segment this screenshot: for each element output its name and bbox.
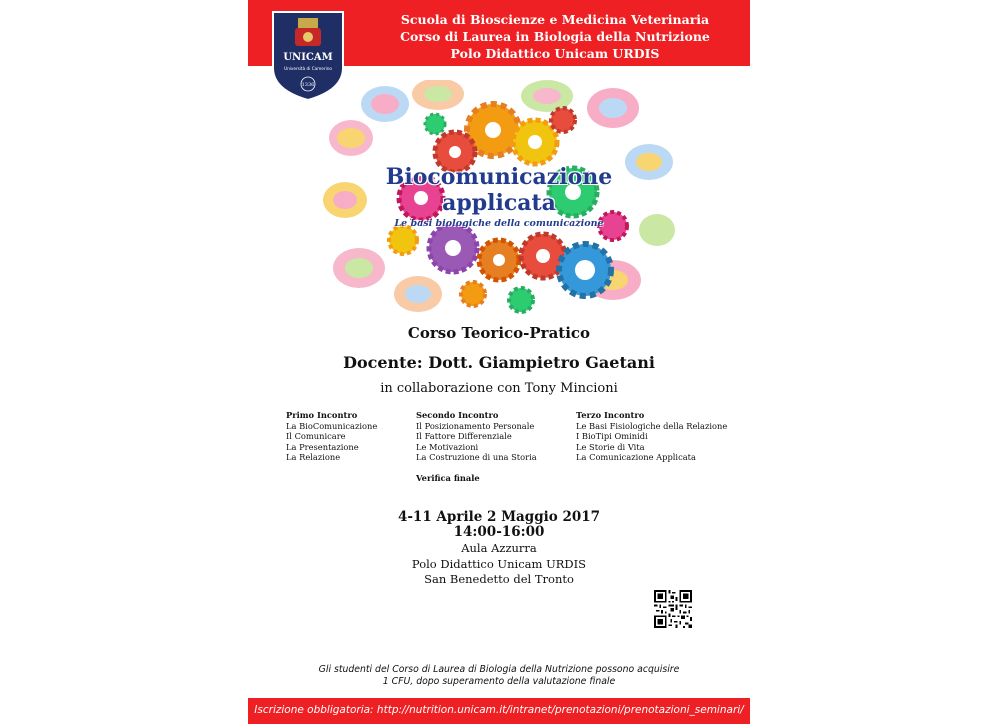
meeting-topic: Il Comunicare xyxy=(286,431,346,442)
degree-course: Corso di Laurea in Biologia della Nutrizione xyxy=(400,29,710,44)
logo-name: UNICAM xyxy=(283,52,333,63)
qr-code-icon[interactable] xyxy=(654,590,692,628)
teacher-name: Docente: Dott. Giampietro Gaetani xyxy=(343,353,655,372)
meeting-topic: La Relazione xyxy=(286,452,341,463)
school-name: Scuola di Bioscienze e Medicina Veterinaria xyxy=(400,12,710,27)
meeting-heading: Secondo Incontro xyxy=(416,410,499,420)
venue-name: Polo Didattico Unicam URDIS xyxy=(411,556,587,571)
cfu-note-line: Gli studenti del Corso di Laurea di Biologia della Nutrizione possono acquisire xyxy=(318,664,680,675)
course-type: Corso Teorico-Pratico xyxy=(407,324,591,342)
meeting-three xyxy=(576,410,727,463)
cfu-note-line: 1 CFU, dopo superamento della valutazione finale xyxy=(382,676,616,687)
schedule-dates-block xyxy=(248,510,750,540)
registration-link[interactable]: Iscrizione obbligatoria: http://nutrition.unicam.it/intranet/prenotazioni/prenotazioni_seminari/ xyxy=(254,704,744,716)
campus-name: Polo Didattico Unicam URDIS xyxy=(450,46,660,61)
poster xyxy=(248,0,750,724)
meeting-heading: Terzo Incontro xyxy=(576,410,645,420)
city-name: San Benedetto del Tronto xyxy=(424,572,574,586)
artwork-subtitle: Le basi biologiche della comunicazione xyxy=(394,218,604,229)
meeting-topic: La Comunicazione Applicata xyxy=(576,452,696,463)
final-check: Verifica finale xyxy=(416,473,480,483)
meeting-topic: Le Storie di Vita xyxy=(576,441,645,452)
header-text xyxy=(360,11,750,62)
collaboration: in collaborazione con Tony Mincioni xyxy=(380,381,618,396)
meeting-topic: Le Basi Fisiologiche della Relazione xyxy=(576,420,728,431)
room-name: Aula Azzurra xyxy=(461,541,537,555)
cfu-note xyxy=(248,664,750,688)
meeting-two xyxy=(416,410,537,463)
artwork-title-second-line: applicata xyxy=(442,190,556,216)
meeting-topic: Il Fattore Differenziale xyxy=(416,431,512,442)
meeting-topic: Il Posizionamento Personale xyxy=(416,420,535,431)
location-block xyxy=(248,541,750,588)
artwork-title: Biocomunicazione xyxy=(385,164,613,190)
meeting-topic: La Presentazione xyxy=(286,441,359,452)
meeting-heading: Primo Incontro xyxy=(286,410,358,420)
course-dates: 4-11 Aprile 2 Maggio 2017 xyxy=(397,509,601,525)
meeting-topic: I BioTipi Ominidi xyxy=(576,431,648,442)
meeting-one xyxy=(286,410,377,463)
course-time: 14:00-16:00 xyxy=(453,524,545,540)
logo-year: 1336 xyxy=(301,82,315,88)
meeting-topic: Le Motivazioni xyxy=(416,441,479,452)
footer-banner xyxy=(248,698,750,724)
meeting-topic: La BioComunicazione xyxy=(286,420,378,431)
logo-subtitle: Università di Camerino xyxy=(284,66,332,71)
meeting-topic: La Costruzione di una Storia xyxy=(416,452,537,463)
